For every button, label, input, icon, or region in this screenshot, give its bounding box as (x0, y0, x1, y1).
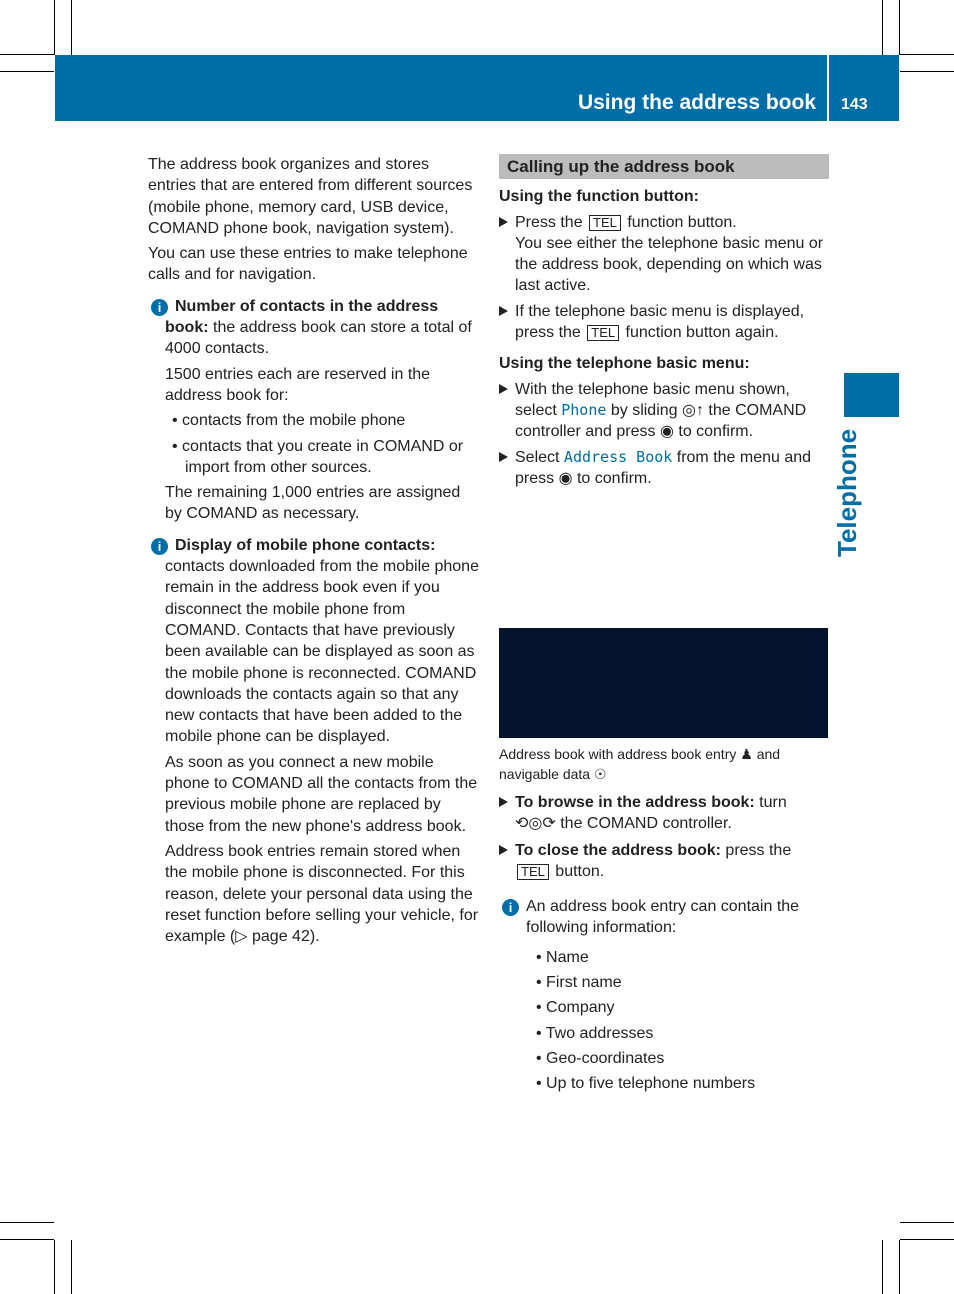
crop-mark (882, 0, 883, 55)
note-paragraph: Address book entries remain stored when the mobile phone is disconnected. For this reason, delete your personal data using the reset function before selling your vehicle, for example (▷ page 42). (165, 842, 479, 946)
info-icon: i (151, 538, 168, 555)
comand-display-image (499, 628, 828, 738)
crop-mark (0, 1239, 54, 1240)
info-note (148, 296, 480, 525)
crop-mark (54, 0, 55, 55)
step-arrow-icon (499, 797, 508, 807)
step-arrow-icon (499, 384, 508, 394)
subheading: Using the function button: (499, 188, 699, 206)
crop-mark (900, 1239, 954, 1240)
note-paragraph: 1500 entries each are reserved in the address book for: (165, 365, 431, 404)
info-note (499, 896, 829, 1094)
step-arrow-icon (499, 452, 508, 462)
list-item: • First name (536, 974, 622, 992)
crop-mark (54, 1240, 55, 1294)
side-tab (844, 373, 899, 417)
info-list (516, 947, 829, 1095)
tel-key: TEL (587, 325, 619, 341)
note-paragraph: As soon as you connect a new mobile phone to COMAND all the contacts from the previous mobile phone are replaced by those from the new phone's address book. (165, 753, 478, 835)
crop-mark (900, 71, 954, 72)
left-column (148, 154, 480, 951)
figure-caption: Address book with address book entry ♟ and navigable data ☉ (499, 746, 781, 782)
instruction-step: Press the TEL function button. You see either the telephone basic menu or the address book, depending on which was last active. (499, 212, 829, 297)
side-tab-label: Telephone (832, 428, 862, 557)
note-text: the address book can store a total of 4000 contacts. (165, 319, 472, 358)
info-note (148, 535, 480, 948)
crop-mark (0, 1222, 54, 1223)
step-arrow-icon (499, 306, 508, 316)
list-item: • Company (536, 999, 615, 1017)
menu-item-address-book: Address Book (563, 447, 673, 466)
info-icon: i (502, 899, 519, 916)
crop-mark (899, 0, 900, 55)
list-item: • Name (536, 948, 589, 966)
crop-mark (900, 1222, 954, 1223)
list-item: • contacts that you create in COMAND or import from other sources. (172, 437, 464, 476)
note-paragraph: The remaining 1,000 entries are assigned by COMAND as necessary. (165, 484, 461, 523)
list-item: • Geo-coordinates (536, 1049, 665, 1067)
page-title: Using the address book (577, 91, 816, 114)
page-number: 143 (841, 96, 868, 113)
intro-paragraph: You can use these entries to make telephone calls and for navigation. (148, 245, 468, 284)
note-title: Number of contacts in the address book: (165, 297, 439, 337)
step-arrow-icon (499, 845, 508, 855)
subheading: Using the telephone basic menu: (499, 355, 750, 373)
info-icon: i (151, 299, 168, 316)
instruction-step: Select Address Book from the menu and press ◉ to confirm. (499, 447, 829, 490)
crop-mark (882, 1240, 883, 1294)
step-arrow-icon (499, 217, 508, 227)
page-header (55, 55, 899, 121)
tel-key: TEL (589, 215, 621, 231)
crop-mark (0, 71, 54, 72)
list-item: • Two addresses (536, 1024, 654, 1042)
instruction-step: To close the address book: press the TEL button. (499, 840, 829, 883)
section-title: Calling up the address book (499, 154, 829, 179)
crop-mark (71, 1240, 72, 1294)
crop-mark (899, 1240, 900, 1294)
step-result: You see either the telephone basic menu or the address book, depending on which was last active. (515, 234, 824, 295)
tel-key: TEL (517, 864, 549, 880)
compass-icon: ☉ (593, 765, 607, 782)
instruction-step: To browse in the address book: turn ⟲◎⟳ the COMAND controller. (499, 792, 829, 835)
list-item: • Up to five telephone numbers (536, 1075, 756, 1093)
header-divider (827, 55, 829, 121)
menu-item-phone: Phone (561, 400, 607, 419)
crop-mark (0, 54, 54, 55)
person-icon: ♟ (740, 746, 753, 762)
crop-mark (71, 0, 72, 55)
note-text: An address book entry can contain the following information: (526, 898, 800, 937)
note-text: contacts downloaded from the mobile phone remain in the address book even if you disconnect the mobile phone from COMAND. Contacts that have previously been available can be displayed as soon as the mobile phone is reconnected. COMAND downloads the contacts again so that any new contacts that have been added to the mobile phone can be displayed. (165, 558, 479, 746)
right-column (499, 154, 829, 493)
crop-mark (900, 54, 954, 55)
intro-paragraph: The address book organizes and stores entries that are entered from different sources (mobile phone, memory card, USB device, COMAND phone book, navigation system). (148, 156, 473, 237)
instruction-step: If the telephone basic menu is displayed, press the TEL function button again. (499, 301, 829, 344)
list-item: • contacts from the mobile phone (172, 412, 406, 430)
instruction-step: With the telephone basic menu shown, select Phone by sliding ◎↑ the COMAND controller and press ◉ to confirm. (499, 379, 829, 443)
right-column-lower (499, 792, 829, 1099)
note-title: Display of mobile phone contacts: (175, 536, 436, 554)
